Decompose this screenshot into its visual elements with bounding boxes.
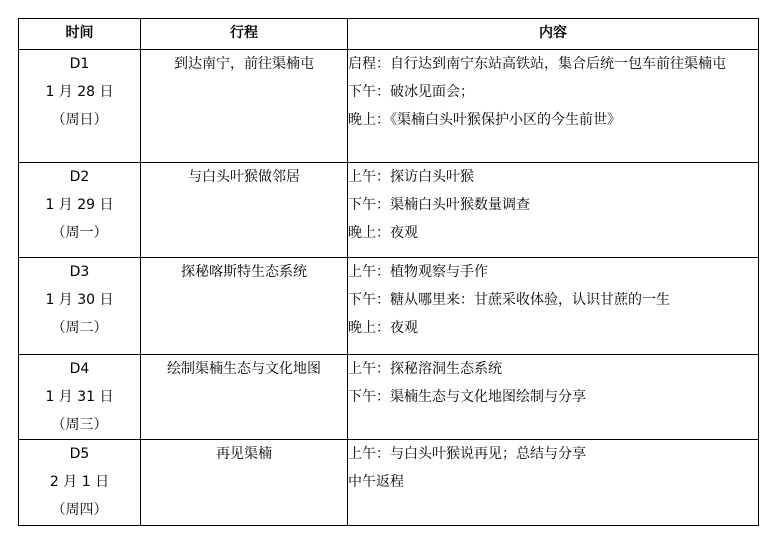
schedule-cell: 探秘喀斯特生态系统 bbox=[141, 258, 348, 355]
content-cell bbox=[348, 50, 759, 163]
header-schedule: 行程 bbox=[141, 19, 348, 50]
content-line: 下午：渠楠生态与文化地图绘制与分享 bbox=[348, 389, 586, 405]
day-weekday: （周四） bbox=[51, 502, 108, 518]
day-weekday: （周一） bbox=[51, 225, 108, 241]
content-line: 上午：植物观察与手作 bbox=[348, 264, 488, 280]
day-cell bbox=[19, 440, 141, 526]
header-row bbox=[19, 19, 759, 50]
content-line: 下午：糖从哪里来：甘蔗采收体验，认识甘蔗的一生 bbox=[348, 292, 670, 308]
day-weekday: （周二） bbox=[51, 320, 108, 336]
day-date: 1 月 30 日 bbox=[45, 292, 114, 308]
content-line: 晚上：《渠楠白头叶猴保护小区的今生前世》 bbox=[348, 112, 621, 128]
schedule-cell: 与白头叶猴做邻居 bbox=[141, 163, 348, 258]
day-number: D4 bbox=[69, 361, 90, 377]
table-row bbox=[19, 258, 759, 355]
table-row bbox=[19, 440, 759, 526]
content-line: 上午：与白头叶猴说再见；总结与分享 bbox=[348, 446, 586, 462]
day-weekday: （周日） bbox=[51, 112, 108, 128]
table-row bbox=[19, 163, 759, 258]
content-cell bbox=[348, 163, 759, 258]
day-number: D1 bbox=[69, 56, 90, 72]
content-line: 下午：破冰见面会； bbox=[348, 84, 474, 100]
header-content: 内容 bbox=[348, 19, 759, 50]
content-line: 中午返程 bbox=[348, 474, 404, 490]
day-number: D3 bbox=[69, 264, 90, 280]
content-line: 上午：探访白头叶猴 bbox=[348, 169, 474, 185]
content-line: 晚上：夜观 bbox=[348, 320, 418, 336]
schedule-cell: 绘制渠楠生态与文化地图 bbox=[141, 355, 348, 440]
schedule-cell: 到达南宁，前往渠楠屯 bbox=[141, 50, 348, 163]
day-cell bbox=[19, 355, 141, 440]
header-time: 时间 bbox=[19, 19, 141, 50]
day-cell bbox=[19, 163, 141, 258]
day-cell bbox=[19, 50, 141, 163]
day-date: 1 月 28 日 bbox=[45, 84, 114, 100]
content-line: 上午：探秘溶洞生态系统 bbox=[348, 361, 502, 377]
content-cell bbox=[348, 440, 759, 526]
content-cell bbox=[348, 258, 759, 355]
table-row bbox=[19, 50, 759, 163]
day-date: 1 月 31 日 bbox=[45, 389, 114, 405]
content-line: 启程：自行达到南宁东站高铁站，集合后统一包车前往渠楠屯 bbox=[348, 56, 726, 72]
day-date: 2 月 1 日 bbox=[49, 474, 110, 490]
content-cell bbox=[348, 355, 759, 440]
schedule-cell: 再见渠楠 bbox=[141, 440, 348, 526]
day-number: D2 bbox=[69, 169, 90, 185]
table-row bbox=[19, 355, 759, 440]
itinerary-table bbox=[18, 18, 759, 526]
day-date: 1 月 29 日 bbox=[45, 197, 114, 213]
content-line: 下午：渠楠白头叶猴数量调查 bbox=[348, 197, 530, 213]
day-number: D5 bbox=[69, 446, 90, 462]
day-cell bbox=[19, 258, 141, 355]
day-weekday: （周三） bbox=[51, 417, 108, 433]
content-line: 晚上：夜观 bbox=[348, 225, 418, 241]
